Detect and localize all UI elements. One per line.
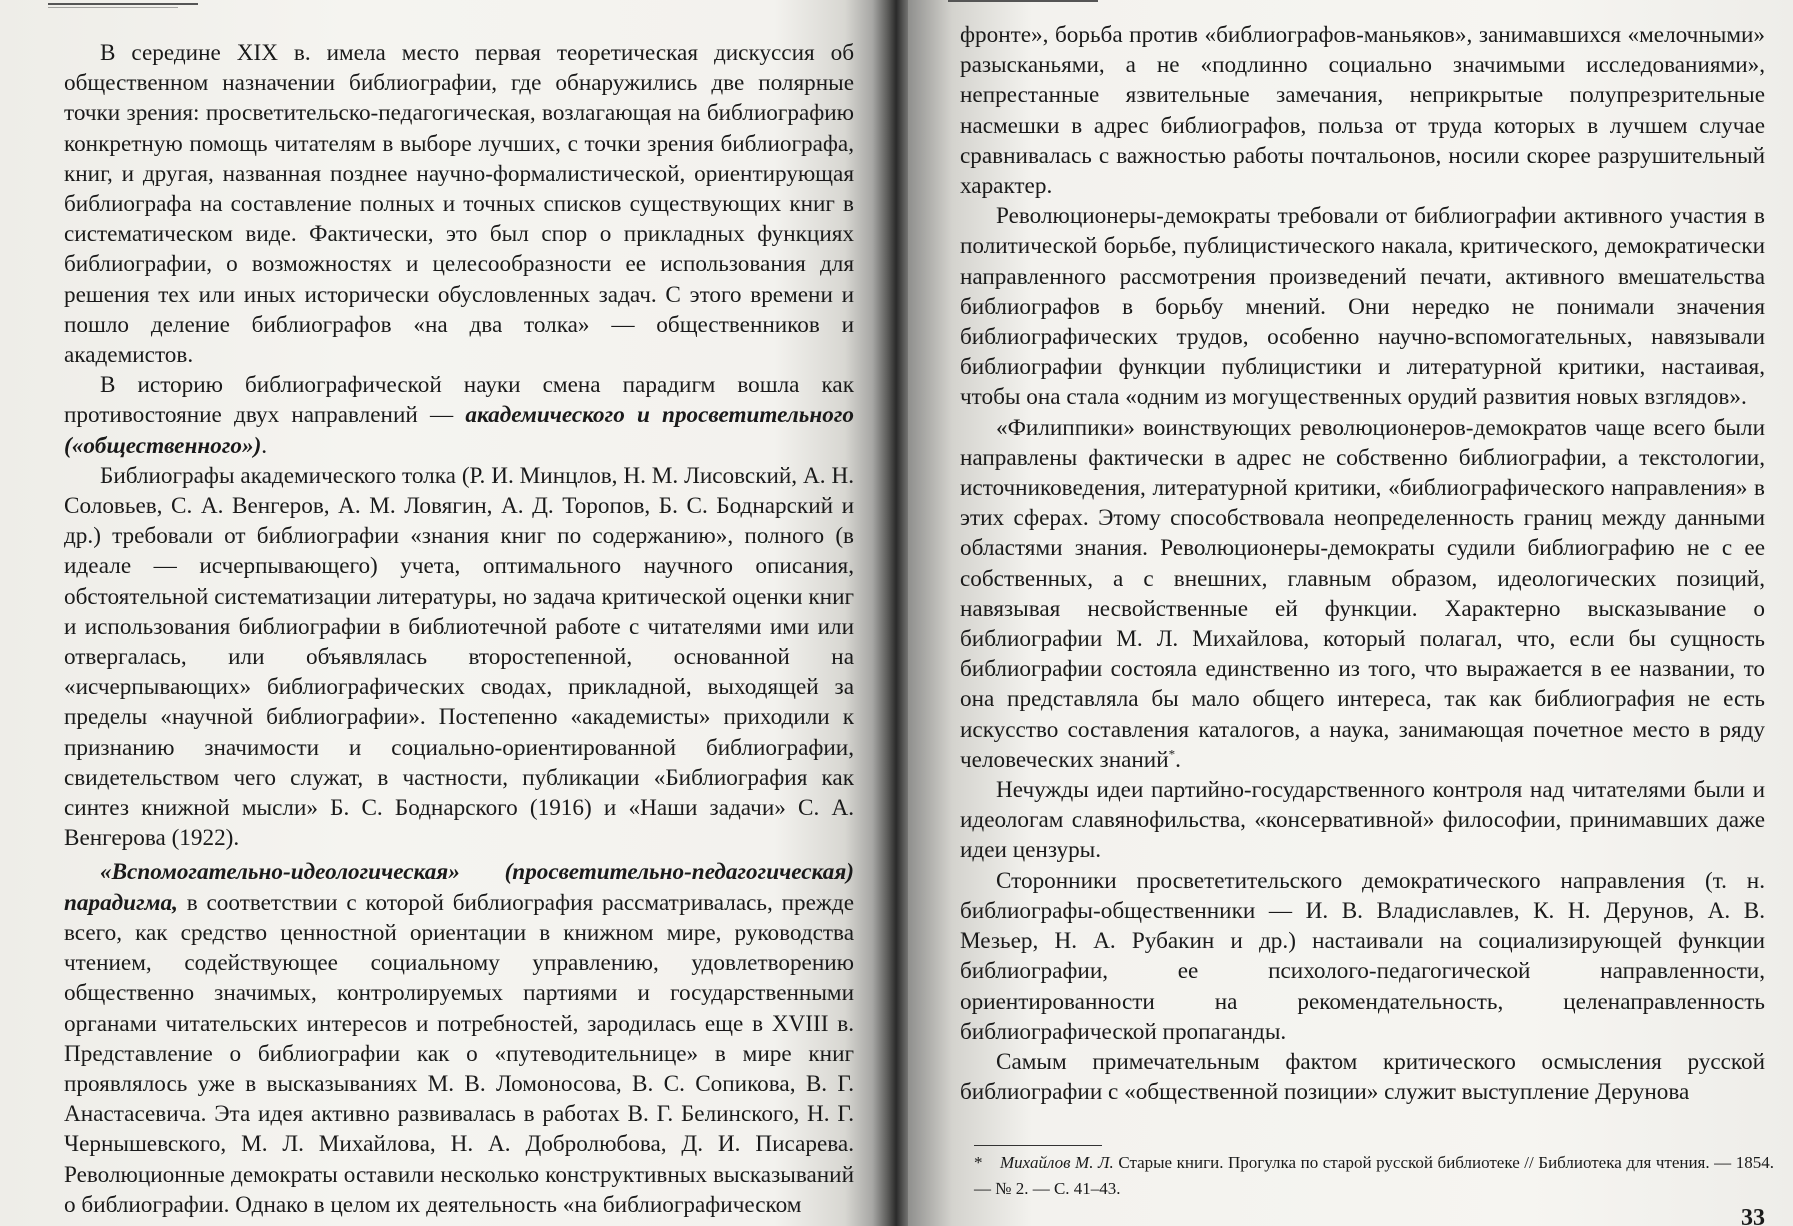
paragraph: Самым примечательным фактом критического осмысления русской библиографии с «общественной позиции» служит выступление Дерунова	[960, 1048, 1765, 1106]
left-page	[0, 0, 880, 1226]
paragraph-tail: .	[261, 432, 268, 459]
footnote-text: Старые книги. Прогулка по старой русской библиотеке // Библиотека для чтения. — 1854. — № 2. — С. 41–43.	[974, 1153, 1774, 1198]
footnote	[974, 1150, 1774, 1202]
emphasized-term: академического и просветительного («общественного»)	[64, 402, 854, 459]
footnote-mark: *	[974, 1153, 983, 1172]
emphasized-term: «Вспомогательно-идеологическая» (просветительно-педагогическая) парадигма,	[64, 859, 854, 916]
top-rule	[48, 7, 178, 8]
top-rule	[48, 3, 198, 5]
paragraph: Нечужды идеи партийно-государственного контроля над читателями были и идеологам славянофильства, «консервативной» философии, принимавших даже идеи цензуры.	[960, 777, 1765, 864]
top-rule	[948, 0, 1098, 2]
paragraph: Сторонники просвететительского демократического направления (т. н. библиографы-общественники — И. В. Владиславлев, К. Н. Дерунов, А. В. Мезьер, Н. А. Рубакин и др.) настаивали на социализирующей функции библиографии, ее психолого-педагогической направленности, ориентированности на рекомендательность, целенаправленность библиографической пропаганды.	[960, 867, 1765, 1045]
footnote-reference: *	[1168, 746, 1176, 762]
paragraph	[64, 370, 854, 461]
page-number: 33	[1741, 1205, 1765, 1226]
paragraph-tail: в соответствии с которой библиография рассматривалась, прежде всего, как средство ценностной ориентации в книжном мире, руководства чтением, содействующее социальному управлению, удовлетворению общественно значимых, контролируемых партиями и государственными органами читательских интересов и потребностей, зародилась еще в XVIII в. Представление о библиографии как о «путеводительнице» в мире книг проявлялось уже в высказываниях М. В. Ломоносова, В. С. Сопикова, В. Г. Анастасевича. Эта идея активно развивалась в работах В. Г. Белинского, Н. Г. Чернышевского, М. Л. Михайлова, Н. А. Добролюбова, Д. И. Писарева. Революционные демократы оставили несколько конструктивных высказываний о библиографии. Однако в целом их деятельность «на библиографическом	[64, 889, 854, 1218]
paragraph	[64, 857, 854, 1219]
right-page-text	[960, 20, 1765, 1107]
paragraph: В середине XIX в. имела место первая теоретическая дискуссия об общественном назначении библиографии, где обнаружились две полярные точки зрения: просветительско-педагогическая, возлагающая на библиографию конкретную помощь читателям в выборе лучших, с точки зрения библиографа, книг, и другая, названная позднее научно-формалистической, ориентирующая библиографа на составление полных и точных списков существующих книг в систематическом виде. Фактически, это был спор о прикладных функциях библиографии, о возможностях и целесообразности ее использования для решения тех или иных исторически обусловленных задач. С этого времени и пошло деление библиографов «на два толка» — общественников и академистов.	[64, 40, 854, 369]
right-page	[908, 0, 1793, 1226]
paragraph-tail: .	[1175, 746, 1181, 773]
footnote-author: Михайлов М. Л.	[1000, 1153, 1114, 1172]
paragraph-lead: В историю библиографической науки смена парадигм вошла как противостояние двух направлений —	[64, 372, 854, 429]
left-page-text	[64, 38, 854, 1220]
paragraph: Библиографы академического толка (Р. И. Минцлов, Н. М. Лисовский, А. Н. Соловьев, С. А. Венгеров, А. М. Ловягин, А. Д. Торопов, Б. С. Боднарский и др.) требовали от библиографии «знания книг по содержанию», полного (в идеале — исчерпывающего) учета, оптимального научного описания, обстоятельной систематизации литературы, но задача критической оценки книг и использования библиографии в библиотечной работе с читателями ими или отвергалась, или объявлялась второстепенной, основанной на «исчерпывающих» библиографических сводах, прикладной, выходящей за пределы «научной библиографии». Постепенно «академисты» приходили к признанию значимости и социально-ориентированной библиографии, свидетельством чего служат, в частности, публикации «Библиография как синтез книжной мысли» Б. С. Боднарского (1916) и «Наши задачи» С. А. Венгерова (1922).	[64, 462, 854, 852]
paragraph: Революционеры-демократы требовали от библиографии активного участия в политической борьбе, публицистического накала, критического, демократически направленного рассмотрения произведений печати, активного вмешательства библиографов в борьбу мнений. Они нередко не понимали значения библиографических трудов, особенно научно-вспомогательных, навязывали библиографии функции публицистики и литературной критики, настаивая, чтобы она стала «одним из могущественных орудий развития новых взглядов».	[960, 203, 1765, 411]
paragraph-body: «Филиппики» воинствующих революционеров-демократов чаще всего были направлены фактически в адрес не собственно библиографии, а текстологии, источниковедения, литературной критики, «библиографического направления» в этих сферах. Этому способствовала неопределенность границ между данными областями знания. Революционеры-демократы судили библиографию не с ее собственных, а с внешних, главным образом, идеологических позиций, навязывая несвойственные ей функции. Характерно высказывание о библиографии М. Л. Михайлова, который полагал, что, если бы сущность библиографии состояла единственно из того, что выражается в ее названии, то она представляла бы мало общего интереса, так как библиография не есть искусство составления каталогов, а наука, занимающая почетное место в ряду человеческих знаний	[960, 414, 1765, 773]
paragraph	[960, 413, 1765, 775]
footnote-rule	[974, 1145, 1102, 1146]
paragraph: фронте», борьба против «библиографов-маньяков», занимавшихся «мелочными» разысканьями, а не «подлинно социально значимыми исследованиями», непрестанные язвительные замечания, неприкрытые полупрезрительные насмешки в адрес библиографов, польза от труда которых в лучшем случае сравнивалась с важностью работы почтальонов, носили скорее разрушительный характер.	[960, 22, 1765, 200]
